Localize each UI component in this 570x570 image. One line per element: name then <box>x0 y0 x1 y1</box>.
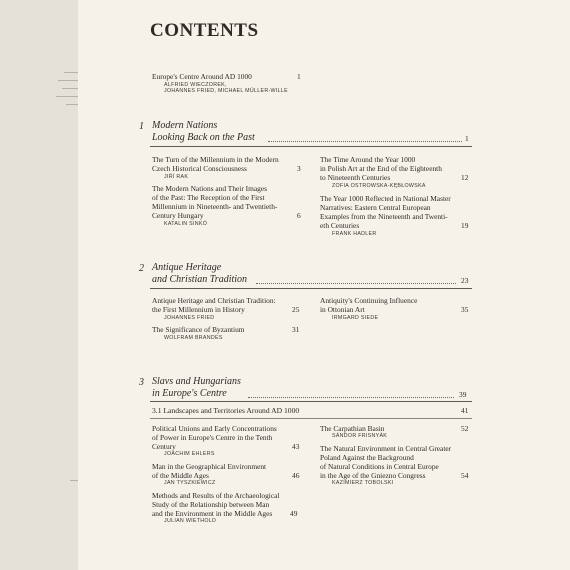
intro-author-line-2: JOHANNES FRIED, MICHAEL MÜLLER-WILLE <box>164 88 288 94</box>
bleed-text-line <box>66 104 78 105</box>
toc-entry-page: 25 <box>292 305 300 314</box>
section-3-title-line-2[interactable]: in Europe's Centre <box>152 387 227 399</box>
section-3-rule <box>150 401 472 402</box>
toc-entry-title[interactable]: The Significance of Byzantium <box>152 325 245 334</box>
toc-entry-title[interactable]: The Carpathian Basin <box>320 424 385 433</box>
page-title: CONTENTS <box>150 20 259 41</box>
section-3-page: 39 <box>459 390 467 399</box>
bleed-text-line <box>64 72 78 73</box>
subsection-3-1-page: 41 <box>461 406 469 415</box>
adjacent-page-edge <box>0 0 78 570</box>
bleed-text-line <box>56 96 78 97</box>
toc-entry-author: JAN TYSZKIEWICZ <box>164 480 216 486</box>
toc-entry-title[interactable]: Antiquity's Continuing Influence in Ottonian Art <box>320 296 418 314</box>
contents-page <box>78 0 570 570</box>
toc-entry-title[interactable]: The Time Around the Year 1000 in Polish Art at the End of the Eighteenth to Nineteenth Centuries <box>320 155 442 182</box>
toc-entry-page: 3 <box>297 164 301 173</box>
toc-entry-title[interactable]: The Turn of the Millennium in the Modern Czech Historical Consciousness <box>152 155 279 173</box>
section-2-title-line-2[interactable]: and Christian Tradition <box>152 273 248 285</box>
section-2-page: 23 <box>461 276 469 285</box>
toc-entry-page: 12 <box>461 173 469 182</box>
section-3-leader-dots <box>248 397 454 398</box>
toc-entry-page: 19 <box>461 221 469 230</box>
toc-entry-title[interactable]: The Year 1000 Reflected in National Master Narratives: Eastern Central European Examples from the Nineteenth and Twenti- eth Centuries <box>320 194 451 230</box>
bleed-text-line <box>70 480 78 481</box>
toc-entry-page: 35 <box>461 305 469 314</box>
toc-entry-title[interactable]: The Modern Nations and Their Images of the Past: The Reception of the First Millennium in Nineteenth- and Twentieth- Century Hungary <box>152 184 278 220</box>
section-1-page: 1 <box>465 134 469 143</box>
section-1-number: 1 <box>139 121 144 132</box>
section-1-title-line-2[interactable]: Looking Back on the Past <box>152 131 255 143</box>
section-2-rule <box>150 288 472 289</box>
toc-entry-author: JULIAN WIETHOLD <box>164 518 217 524</box>
toc-entry-author: KATALIN SINKÓ <box>164 221 208 227</box>
toc-entry-title[interactable]: Man in the Geographical Environment of the Middle Ages <box>152 462 267 480</box>
toc-entry-author: SÁNDOR FRISNYÁK <box>332 433 388 439</box>
toc-entry-page: 49 <box>290 509 298 518</box>
section-1-rule <box>150 146 472 147</box>
toc-entry-author: JIŘÍ RAK <box>164 174 189 180</box>
section-1-leader-dots <box>268 141 462 142</box>
section-1-title-line-1[interactable]: Modern Nations <box>152 120 218 131</box>
toc-entry-author: ZOFIA OSTROWSKA-KĘBŁOWSKA <box>332 183 426 189</box>
intro-entry-page: 1 <box>297 72 301 81</box>
section-3-number: 3 <box>139 377 144 388</box>
toc-entry-author: KAZIMIERZ TOBOLSKI <box>332 480 394 486</box>
toc-entry-title[interactable]: Methods and Results of the Archaeological Study of the Relationship between Man and the Environment in the Middle Ages <box>152 491 280 518</box>
section-3-title-line-1[interactable]: Slavs and Hungarians <box>152 376 241 387</box>
toc-entry-title[interactable]: The Natural Environment in Central Greater Poland Against the Background of Natural Conditions in Central Europe in the Age of the Gniezno Congress <box>320 444 452 480</box>
section-2-title-line-1[interactable]: Antique Heritage <box>152 262 222 273</box>
toc-entry-page: 52 <box>461 424 469 433</box>
toc-entry-page: 46 <box>292 471 300 480</box>
intro-entry-title[interactable]: Europe's Centre Around AD 1000 <box>152 72 252 81</box>
bleed-text-line <box>62 88 78 89</box>
toc-entry-page: 54 <box>461 471 469 480</box>
toc-entry-page: 43 <box>292 442 300 451</box>
bleed-text-line <box>58 80 78 81</box>
toc-entry-author: JOACHIM EHLERS <box>164 451 215 457</box>
toc-entry-title[interactable]: Political Unions and Early Concentrations of Power in Europe's Centre in the Tenth Century <box>152 424 277 451</box>
toc-entry-title[interactable]: Antique Heritage and Christian Tradition: the First Millennium in History <box>152 296 276 314</box>
toc-entry-page: 6 <box>297 211 301 220</box>
section-2-number: 2 <box>139 263 144 274</box>
toc-entry-author: FRANK HADLER <box>332 231 377 237</box>
toc-entry-author: JOHANNES FRIED <box>164 315 215 321</box>
toc-entry-author: IRMGARD SIEDE <box>332 315 379 321</box>
subsection-rule <box>150 418 472 419</box>
section-2-leader-dots <box>256 283 456 284</box>
intro-author-line-1: ALFRIED WIECZOREK, <box>164 82 227 88</box>
subsection-3-1-title[interactable]: 3.1 Landscapes and Territories Around AD 1000 <box>152 406 300 415</box>
toc-entry-page: 31 <box>292 325 300 334</box>
toc-entry-author: WOLFRAM BRANDES <box>164 335 223 341</box>
